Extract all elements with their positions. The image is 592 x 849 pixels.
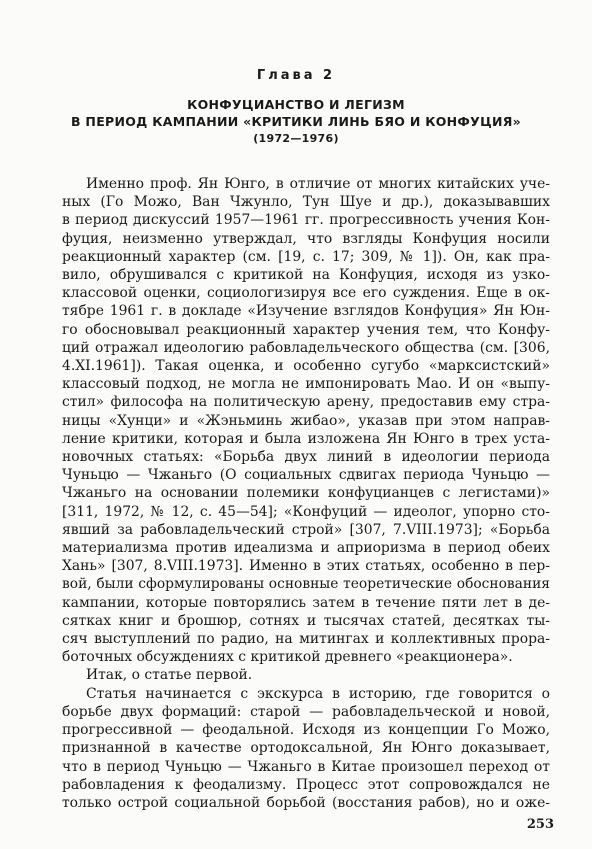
text-line: классовый подход, не могла не импонировать Мао. И он «выпу- xyxy=(62,376,550,393)
text-line: Хань» [307, 8.VIII.1973]. Именно в этих статьях, особенно в пер- xyxy=(62,558,550,575)
text-line: явший за рабовладельческий строй» [307, 7.VIII.1973]; «Борьба xyxy=(62,521,550,538)
text-line: новочных статьях: «Борьба двух линий в идеологии периода xyxy=(62,449,550,466)
text-line: сяч выступлений по радио, на митингах и коллективных прора- xyxy=(62,631,550,648)
text-line: стил» философа на политическую арену, предоставив ему стра- xyxy=(62,394,550,411)
chapter-title-line-2: В ПЕРИОД КАМПАНИИ «КРИТИКИ ЛИНЬ БЯО И КОНФУЦИЯ» xyxy=(70,114,522,129)
text-line: фуция, неизменно утверждал, что взгляды Конфуция носили xyxy=(62,230,550,247)
chapter-title xyxy=(40,96,552,147)
text-line: сятках книг и брошюр, сотнях и тысячах статей, десятках ты- xyxy=(62,612,550,629)
text-line: Итак, о статье первой. xyxy=(86,667,253,684)
text-line: что в период Чуньцю — Чжаньго в Китае произошел переход от xyxy=(62,758,550,775)
page-number: 253 xyxy=(526,817,554,832)
text-line: [311, 1972, № 12, с. 45—54]; «Конфуций — идеолог, упорно сто- xyxy=(62,503,550,520)
text-line: рабовладения к феодализму. Процесс этот сопровождался не xyxy=(62,776,550,793)
text-line: борьбе двух формаций: старой — рабовладельческой и новой, xyxy=(62,703,550,720)
text-line: Чжаньго на основании полемики конфуцианцев с легистами)» xyxy=(62,485,550,502)
text-line: признанной в качестве ортодоксальной, Ян Юнго доказывает, xyxy=(62,740,550,757)
text-line: ций отражал идеологию рабовладельческого общества (см. [306, xyxy=(62,339,550,356)
text-line: материализма против идеализма и априоризма в период обеих xyxy=(62,540,550,557)
text-line: прогрессивной — феодальной. Исходя из концепции Го Можо, xyxy=(62,722,550,739)
body-text xyxy=(62,175,550,812)
text-line: Чуньцю — Чжаньго (О социальных сдвигах периода Чуньцю — xyxy=(62,467,550,484)
text-line: ницы «Хунци» и «Жэньминь жибао», указав при этом направ- xyxy=(62,412,550,429)
text-line: вило, обрушивался с критикой на Конфуция, исходя из узко- xyxy=(62,267,550,284)
text-line: классовой оценки, социологизируя все его суждения. Еще в ок- xyxy=(62,285,550,302)
text-line: кампании, которые повторялись затем в течение пяти лет в де- xyxy=(62,594,550,611)
text-line: ление критики, которая и была изложена Ян Юнго в трех уста- xyxy=(62,430,550,447)
chapter-title-line-1: КОНФУЦИАНСТВО И ЛЕГИЗМ xyxy=(187,97,405,112)
text-line: 4.XI.1961]). Такая оценка, и особенно сугубо «марксистский» xyxy=(62,358,550,375)
chapter-years: (1972—1976) xyxy=(253,132,339,145)
chapter-label: Глава 2 xyxy=(256,68,336,83)
text-line: боточных обсуждениях с критикой древнего «реакционера». xyxy=(62,649,513,666)
text-line: Статья начинается с экскурса в историю, где говорится о xyxy=(86,685,550,702)
text-line: ных (Го Можо, Ван Чжунло, Тун Шуе и др.), доказывавших xyxy=(62,194,550,211)
text-line: вой, были сформулированы основные теоретические обоснования xyxy=(62,576,550,593)
text-line: только острой социальной борьбой (восстания рабов), но и оже- xyxy=(62,794,550,811)
text-line: реакционный характер (см. [19, с. 17; 309, № 1]). Он, как пра- xyxy=(62,248,550,265)
text-line: Именно проф. Ян Юнго, в отличие от многих китайских уче- xyxy=(86,176,550,192)
text-line: го обосновывал реакционный характер учения тем, что Конфу- xyxy=(62,321,550,338)
text-line: в период дискуссий 1957—1961 гг. прогрессивность учения Кон- xyxy=(62,212,550,229)
text-line: тябре 1961 г. в докладе «Изучение взглядов Конфуция» Ян Юн- xyxy=(62,303,550,320)
